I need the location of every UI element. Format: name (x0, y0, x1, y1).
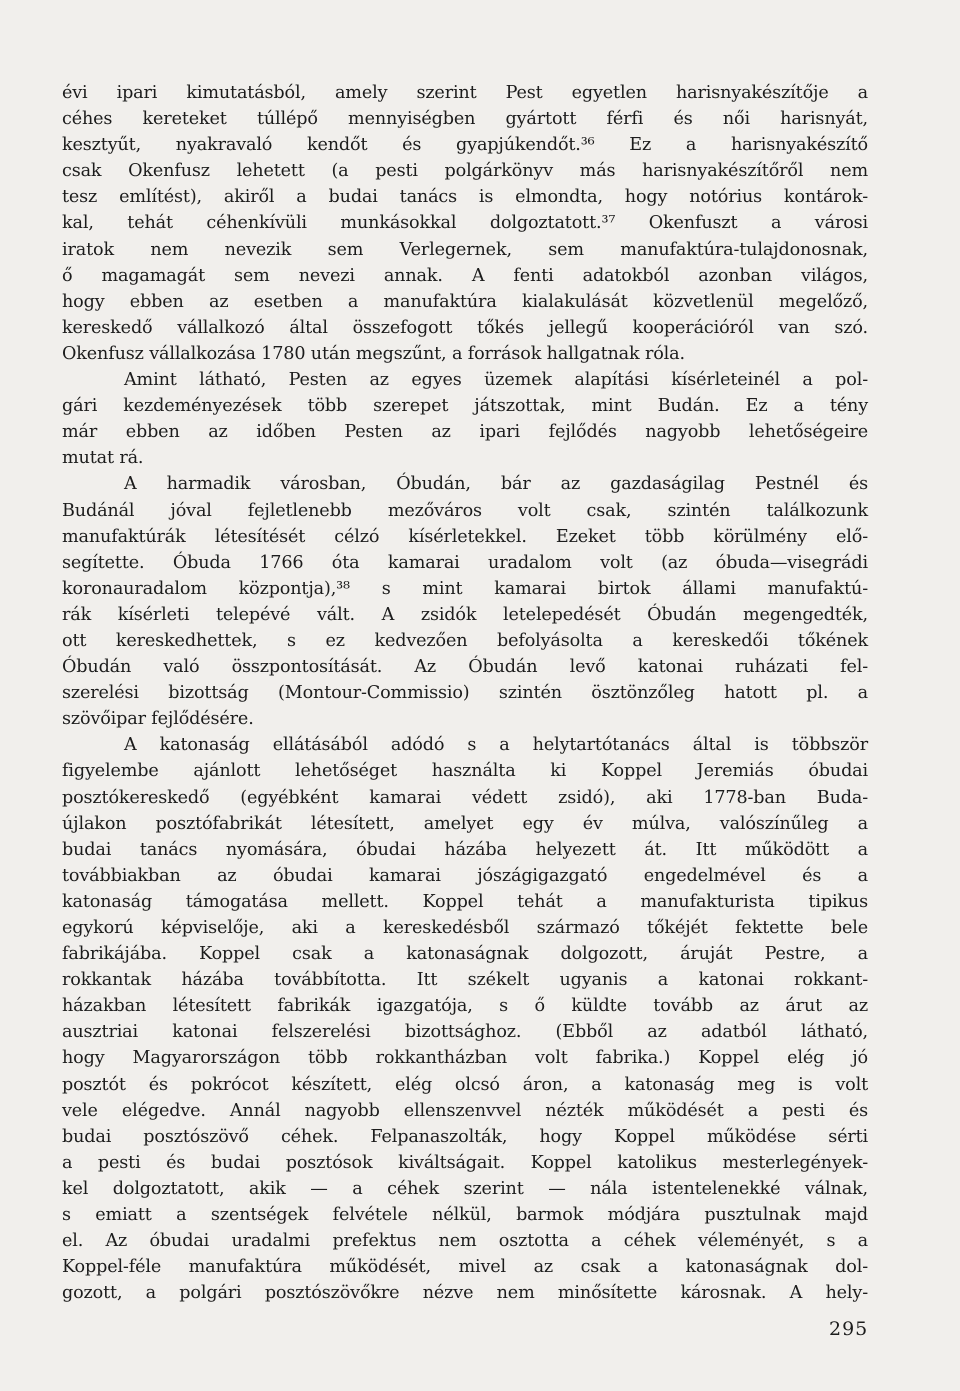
body-text (62, 80, 868, 1306)
paragraph-start-line: A harmadik városban, Óbudán, bár az gazdaságilag Pestnél és (124, 474, 868, 495)
text-line: vele elégedve. Annál nagyobb ellenszenvvel nézték működését a pesti és (62, 1100, 868, 1121)
text-line: ausztriai katonai felszerelési bizottsághoz. (Ebből az adatból látható, (62, 1022, 868, 1043)
text-line: Koppel-féle manufaktúra működését, mivel az csak a katonaságnak dol- (62, 1257, 868, 1278)
text-line: kal, tehát céhenkívüli munkásokkal dolgoztatott.³⁷ Okenfuszt a városi (62, 213, 868, 234)
text-line: évi ipari kimutatásból, amely szerint Pest egyetlen harisnyakészítője a (62, 83, 868, 103)
text-line: tesz említést), akiről a budai tanács is elmondta, hogy notórius kontárok- (62, 187, 868, 208)
text-line: budai posztószövő céhek. Felpanaszolták, hogy Koppel működése sérti (62, 1126, 868, 1147)
text-line: szerelési bizottság (Montour-Commissio) szintén ösztönzőleg hatott pl. a (62, 683, 868, 704)
text-line: Budánál jóval fejletlenebb mezőváros volt csak, szintén találkozunk (62, 500, 868, 521)
text-line: posztókereskedő (egyébként kamarai védett zsidó), aki 1778-ban Buda- (62, 787, 868, 808)
text-line: továbbiakban az óbudai kamarai jószágigazgató engedelmével és a (62, 865, 868, 886)
text-line: a pesti és budai posztósok kiváltságait. Koppel katolikus mesterlegények- (62, 1152, 868, 1173)
text-line: katonaság támogatása mellett. Koppel tehát a manufakturista tipikus (62, 891, 868, 912)
paragraph-start-line: A katonaság ellátásából adódó s a helytartótanács által is többször (124, 735, 868, 756)
page-number: 295 (829, 1318, 869, 1340)
text-line: egykorú képviselője, aki a kereskedésből származó tőkéjét fektette bele (62, 918, 868, 938)
text-line: rokkantak házába továbbította. Itt székelt ugyanis a katonai rokkant- (62, 970, 868, 991)
text-line: Óbudán való összpontosítását. Az Óbudán levő katonai ruházati fel- (62, 657, 868, 678)
text-line: ő magamagát sem nevezi annak. A fenti adatokból azonban világos, (62, 265, 868, 286)
text-line: házakban létesített fabrikák igazgatója, s ő küldte tovább az árut az (62, 996, 868, 1017)
text-line: fabrikájába. Koppel csak a katonaságnak dolgozott, áruját Pestre, a (62, 944, 868, 965)
text-line: manufaktúrák létesítését célzó kísérletekkel. Ezeket több körülmény elő- (62, 526, 868, 547)
text-line: rák kísérleti telepévé vált. A zsidók letelepedését Óbudán megengedték, (62, 604, 868, 625)
text-line: gozott, a polgári posztószövőkre nézve nem minősítette károsnak. A hely- (62, 1283, 868, 1304)
text-line: csak Okenfusz lehetett (a pesti polgárkönyv más harisnyakészítőről nem (62, 161, 868, 182)
text-line: koronauradalom központja),³⁸ s mint kamarai birtok állami manufaktú- (62, 578, 868, 599)
text-line: céhes kereteket túllépő mennyiségben gyártott férfi és női harisnyát, (62, 109, 868, 130)
text-line: már ebben az időben Pesten az ipari fejlődés nagyobb lehetőségeire (62, 422, 868, 443)
text-line: budai tanács nyomására, óbudai házába helyezett át. Itt működött a (62, 839, 868, 860)
text-line: újlakon posztófabrikát létesített, amelyet egy év múlva, valószínűleg a (62, 813, 868, 834)
text-line: segítette. Óbuda 1766 óta kamarai uradalom volt (az óbuda—visegrádi (62, 552, 868, 573)
text-line: hogy Magyarországon több rokkantházban volt fabrika.) Koppel elég jó (62, 1048, 868, 1069)
text-line: kereskedő vállalkozó által összefogott tőkés jellegű kooperációról van szó. (62, 317, 868, 338)
text-line: kesztyűt, nyakravaló kendőt és gyapjúkendőt.³⁶ Ez a harisnyakészítő (62, 135, 868, 156)
text-line: hogy ebben az esetben a manufaktúra kialakulását közvetlenül megelőző, (62, 291, 868, 312)
text-line: ott kereskedhettek, s ez kedvezően befolyásolta a kereskedői tőkének (62, 630, 868, 651)
text-line: iratok nem nevezik sem Verlegernek, sem manufaktúra-tulajdonosnak, (62, 239, 868, 260)
text-line: gári kezdeményezések több szerepet játszottak, mint Budán. Ez a tény (62, 396, 868, 417)
paragraph-start-line: Amint látható, Pesten az egyes üzemek alapítási kísérleteinél a pol- (124, 370, 868, 391)
text-line: figyelembe ajánlott lehetőséget használta ki Koppel Jeremiás óbudai (62, 761, 868, 782)
text-line: s emiatt a szentségek felvétele nélkül, barmok módjára pusztulnak majd (62, 1205, 868, 1226)
text-line: szövőipar fejlődésére. (62, 709, 254, 730)
text-line: kel dolgoztatott, akik — a céhek szerint — nála istentelenekké válnak, (62, 1178, 868, 1199)
text-line: Okenfusz vállalkozása 1780 után megszűnt, a források hallgatnak róla. (62, 343, 685, 364)
text-line: mutat rá. (62, 448, 144, 469)
text-line: el. Az óbudai uradalmi prefektus nem osztotta a céhek véleményét, s a (62, 1231, 868, 1252)
text-line: posztót és pokrócot készített, elég olcsó áron, a katonaság meg is volt (62, 1074, 868, 1095)
